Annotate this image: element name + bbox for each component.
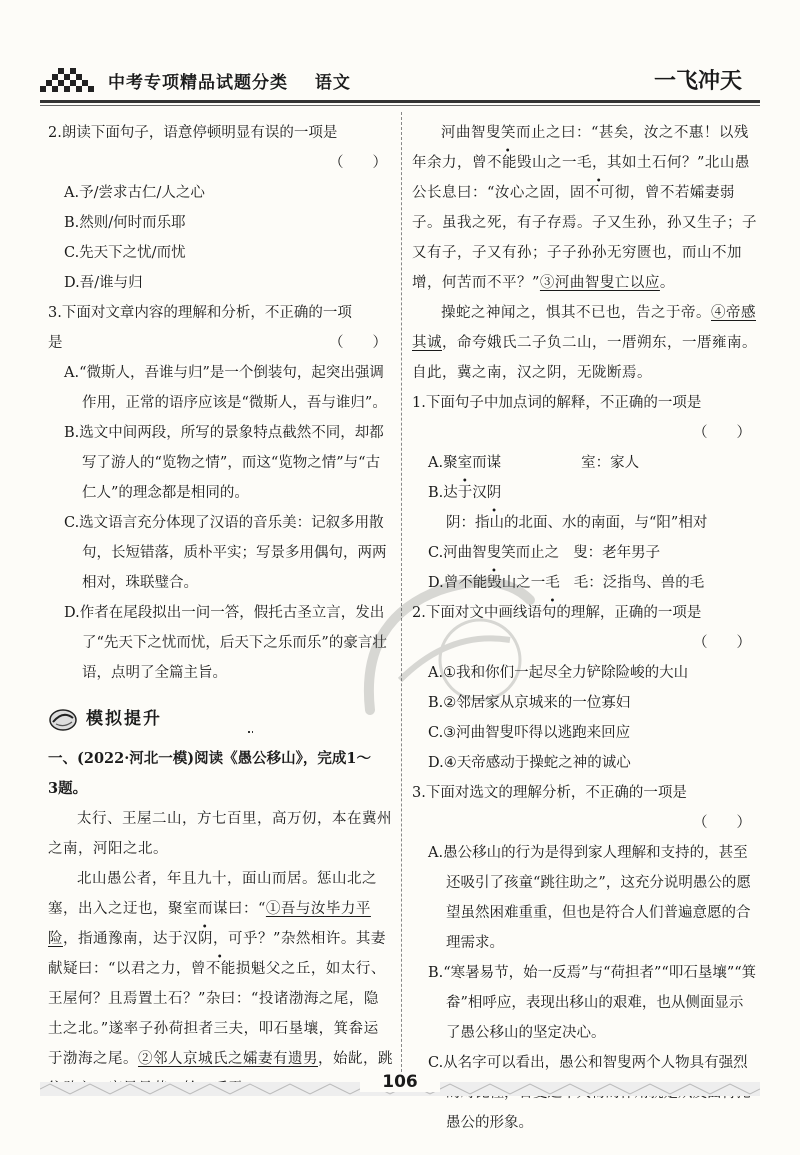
question-stem: 2.朗读下面句子，语意停顿明显有误的一项是 [48,125,338,141]
option-b: B.“寒暑易节，始一反焉”与“荷担者”“叩石垦壤”“箕畚”相呼应，表现出移山的艰难，也从侧面显示了愚公移山的坚定决心。 [428,965,757,1041]
answer-parens: （ ） [693,425,751,441]
option-gloss: 毛：泛指鸟、兽的毛 [573,575,705,591]
reading-intro [48,744,393,804]
option-b-gloss: 阴：指山的北面、水的南面，与“阳”相对 [446,515,708,531]
dotted-word: 叟 [486,545,502,561]
page-number: 106 [360,1072,440,1092]
leaf-badge-icon [48,704,78,734]
passage-text: ，指通豫南，达于汉 [63,931,198,947]
series-title: 中考专项精品试题分类 [108,73,288,93]
answer-parens: （ ） [693,635,751,651]
option-text: C.河曲智 [428,545,487,561]
option-c: C.先天下之忧/而忧 [64,245,186,261]
header-rule-thin [40,105,760,106]
watermark-logo-icon [330,560,570,730]
passage-text: 北山愚公者，年且九十，面山而居。惩山北之塞，出入之迂也， [48,871,377,917]
question-stem: 2.下面对文中画线语句的理解，正确的一项是 [412,605,702,621]
option-d: D.④天帝感动于操蛇之神的诚心 [428,755,631,771]
option-b: B.然则/何时而乐耶 [64,215,186,231]
passage-paragraph-3 [412,118,757,298]
header-title [108,68,351,93]
option-a: A.“微斯人，吾谁与归”是一个倒装句，起突出强调作用，正常的语序应该是“微斯人，吾与谁归”。 [64,365,387,411]
passage-text: ，命夸娥氏二子负二山，一厝朔东，一厝雍南。自此，冀之南，汉之阴，无陇断焉。 [412,335,757,381]
underlined-sentence-3: ③河曲智叟亡以应 [539,275,660,291]
option-gloss: 室：家人 [581,455,640,471]
option-c: C.从名字可以看出，愚公和智叟两个人物具有强烈 愚公的形象。 [428,1055,748,1131]
dotted-word: 叟 [486,125,501,141]
question-stem: 1.下面句子中加点词的解释，不正确的一项是 [412,395,702,411]
answer-parens: （ ） [329,155,387,171]
option-c: C.选文语言充分体现了汉语的音乐美：记叙多用散句，长短错落，质朴平实；写景多用偶句，两两相对，珠联璧合。 [64,515,387,591]
checker-logo-icon [40,62,98,98]
option-b: B.选文中间两段，所写的景象特点截然不同，却都写了游人的“览物之情”，而这“览物之情”与“古仁人”的理念都是相同的。 [64,425,384,501]
dotted-word: 阴 [198,931,213,947]
section-title: 模拟提升 [86,709,162,729]
header-rule [40,100,760,103]
answer-parens: （ ） [329,335,387,351]
option-text: A.聚 [428,455,458,471]
underlined-sentence-1: ①吾与汝毕力平险 [48,901,371,947]
dotted-word: 毛 [577,155,592,171]
page-header [0,0,800,110]
passage-text: 操蛇之神闻之，惧其不已也，告之于帝。 [441,305,711,321]
passage-text: ，可乎？”杂然相许。其妻献疑曰：“以君之力，曾不能损魁父之丘，如太行、王屋何？且焉置土石？”杂曰：“投诸渤海之尾，隐土之北。”遂率子孙荷担者三夫，叩石垦壤，箕畚运于渤海之尾。 [48,931,386,1067]
option-text: B.达于汉 [428,485,487,501]
section-rule [248,731,253,733]
dotted-word: 室 [457,455,473,471]
option-c: C.③河曲智叟吓得以逃跑来回应 [428,725,631,741]
passage-text: ，其如土石何？”北山愚公长息曰：“汝心之固，固不可彻，曾不若孀妻弱子。虽我之死，有子存焉。子又生孙，孙又生子；子又有子，子又有孙；子子孙孙无穷匮也，而山不加增，何苦而不平？” [412,155,757,291]
subject-label: 语文 [314,73,351,93]
passage-text: 笑而止之曰：“甚矣，汝之不惠！以残年余力，曾不能毁山之一 [412,125,749,171]
dotted-word: 室 [183,901,198,917]
question-stem-line2 [48,328,393,358]
passage-text: 。 [659,275,675,291]
passage-text: 聚 [168,901,183,917]
passage-text: ，始龀，跳 [318,1051,393,1067]
option-a: A.愚公移山的行为是得到家人理解和支持的，甚至还吸引了孩童“跳往助之”，这充分说明愚公的愿望虽然困难重重，但也是符合人们普遍意愿的合理需求。 [428,845,751,951]
option-text: 笑而止之 [501,545,560,561]
option-a [412,448,757,478]
option-b: B.②邻居家从京城来的一位寡妇 [428,695,631,711]
option-a: A.①我和你们一起尽全力铲除险峻的大山 [428,665,689,681]
brand-logo: 一飞冲天 [653,69,742,94]
reading-intro-line2: 3题。 [48,780,88,797]
dotted-word: 毛 [545,575,560,591]
passage-paragraph-4 [412,298,757,388]
passage-paragraph-2 [48,864,393,1104]
question-stem-cont: 是 [48,335,63,351]
passage-paragraph-1: 太行、王屋二山，方七百里，高万仞，本在冀州之南，河阳之北。 [48,811,392,857]
option-gloss: 叟：老年男子 [573,545,661,561]
answer-parens: （ ） [693,815,751,831]
option-d: D.作者在尾段拟出一问一答，假托古圣立言，发出了“先天下之忧而忧，后天下之乐而乐”的豪言壮语，点明了全篇主旨。 [64,605,387,681]
underlined-sentence-4: ④帝感其诚 [412,305,756,351]
question-stem: 3.下面对文章内容的理解和分析，不正确的一项 [48,305,352,321]
option-d: D.吾/谁与归 [64,275,143,291]
option-a: A.予/尝求古仁/人之心 [64,185,205,201]
option-text: D.曾不能毁山之一 [428,575,546,591]
reading-intro-line1: 一、(2022·河北一模)阅读《愚公移山》，完成1～ [48,750,371,767]
underlined-sentence-2: ②邻人京城氏之孀妻有遗男 [138,1051,318,1067]
option-text: 而谋 [472,455,502,471]
passage-text: 河曲智 [441,125,486,141]
passage-text: 而谋曰：“ [198,901,266,917]
question-stem: 3.下面对选文的理解分析，不正确的一项是 [412,785,687,801]
dotted-word: 阴 [486,485,502,501]
question-2-left [48,118,393,298]
